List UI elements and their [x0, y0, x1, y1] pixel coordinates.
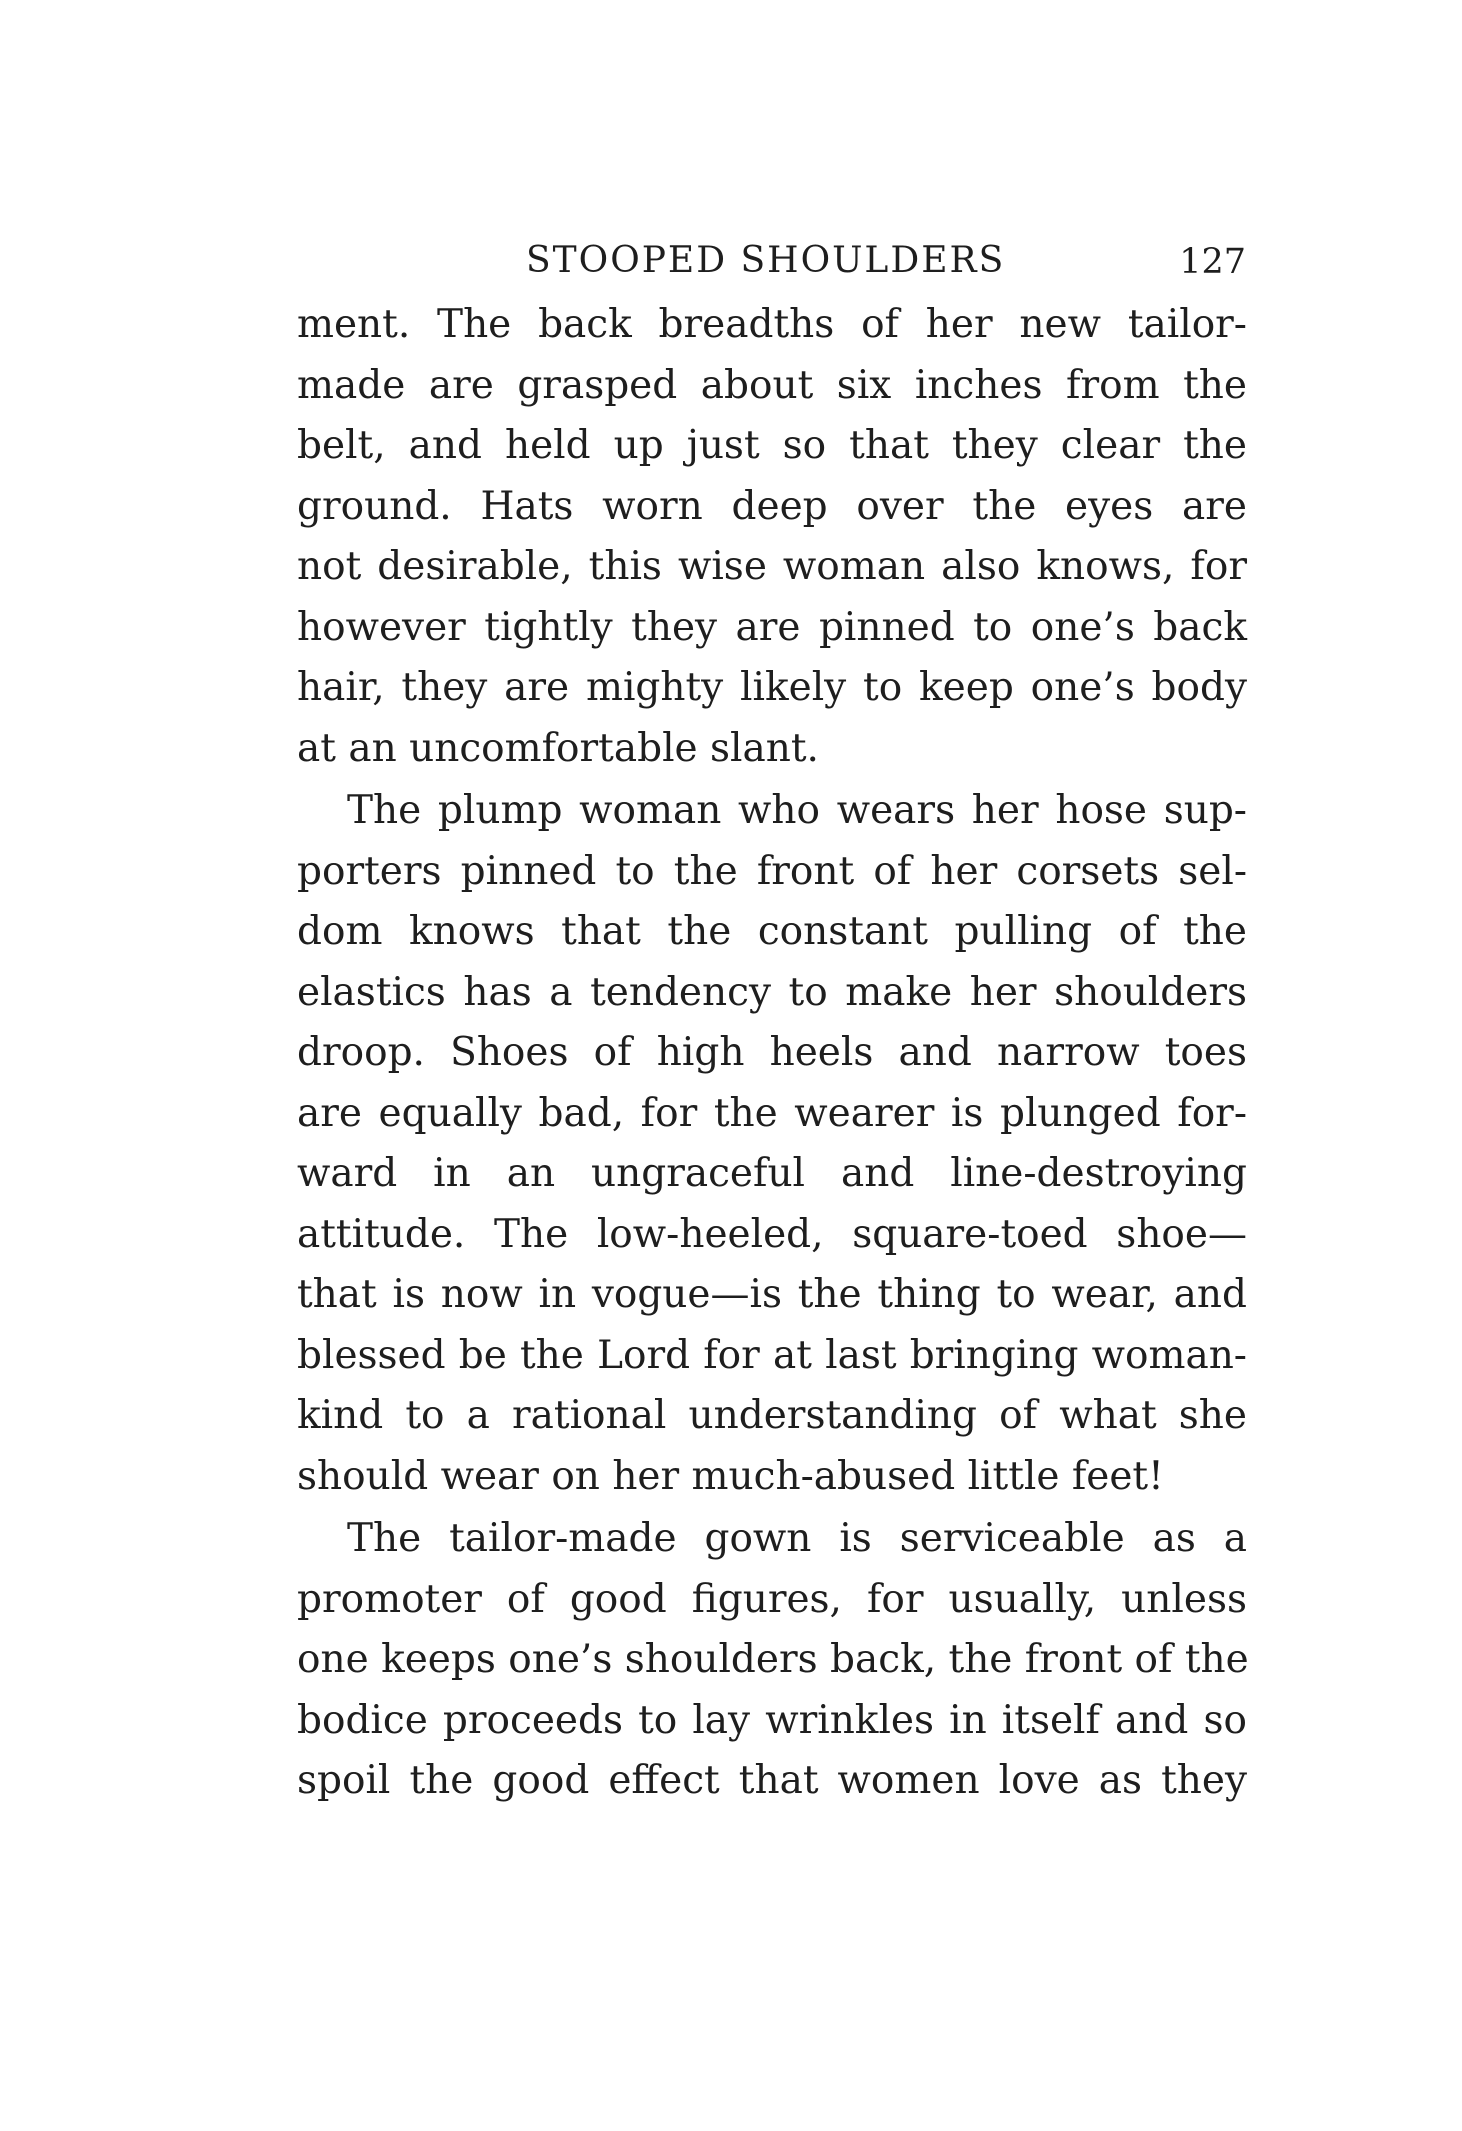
text-line: at an uncomfortable slant.: [297, 725, 819, 771]
paragraph: [297, 295, 1247, 779]
text-line: one keeps one’s shoulders back, the front of the: [297, 1637, 1249, 1682]
paragraph: [297, 1509, 1247, 1812]
text-line: kind to a rational understanding of what she: [297, 1393, 1247, 1438]
text-line: blessed be the Lord for at last bringing woman-: [297, 1332, 1247, 1378]
text-line: that is now in vogue—is the thing to wear, and: [297, 1272, 1247, 1317]
paragraph: [297, 781, 1247, 1507]
text-line: are equally bad, for the wearer is plunged for-: [297, 1090, 1247, 1136]
text-line: elastics has a tendency to make her shoulders: [297, 969, 1247, 1015]
text-line: belt, and held up just so that they clear the: [297, 423, 1247, 468]
text-line: The plump woman who wears her hose sup-: [347, 788, 1247, 833]
running-head: [290, 240, 1260, 290]
body-text: [297, 295, 1247, 1812]
text-line: bodice proceeds to lay wrinkles in itself and so: [297, 1697, 1247, 1743]
text-line: ment. The back breadths of her new tailor-: [297, 302, 1247, 347]
text-line: promoter of good figures, for usually, unless: [297, 1576, 1247, 1622]
text-line: ward in an ungraceful and line-destroying: [297, 1151, 1247, 1196]
text-line: spoil the good effect that women love as they: [297, 1758, 1247, 1803]
text-line: The tailor-made gown is serviceable as a: [347, 1516, 1247, 1561]
text-line: should wear on her much-abused little feet!: [297, 1453, 1164, 1499]
text-line: not desirable, this wise woman also knows, for: [297, 544, 1247, 589]
chapter-title: STOOPED SHOULDERS: [526, 240, 1006, 281]
text-line: hair, they are mighty likely to keep one’s body: [297, 665, 1247, 710]
text-line: ground. Hats worn deep over the eyes are: [297, 483, 1247, 529]
text-line: attitude. The low-heeled, square-toed shoe—: [297, 1211, 1247, 1257]
page-number: 127: [1179, 242, 1246, 282]
text-line: dom knows that the constant pulling of the: [297, 909, 1247, 954]
text-line: however tightly they are pinned to one’s back: [297, 604, 1247, 650]
text-line: droop. Shoes of high heels and narrow toes: [297, 1030, 1247, 1075]
text-line: porters pinned to the front of her corsets sel-: [297, 848, 1247, 894]
text-line: made are grasped about six inches from the: [297, 362, 1247, 408]
